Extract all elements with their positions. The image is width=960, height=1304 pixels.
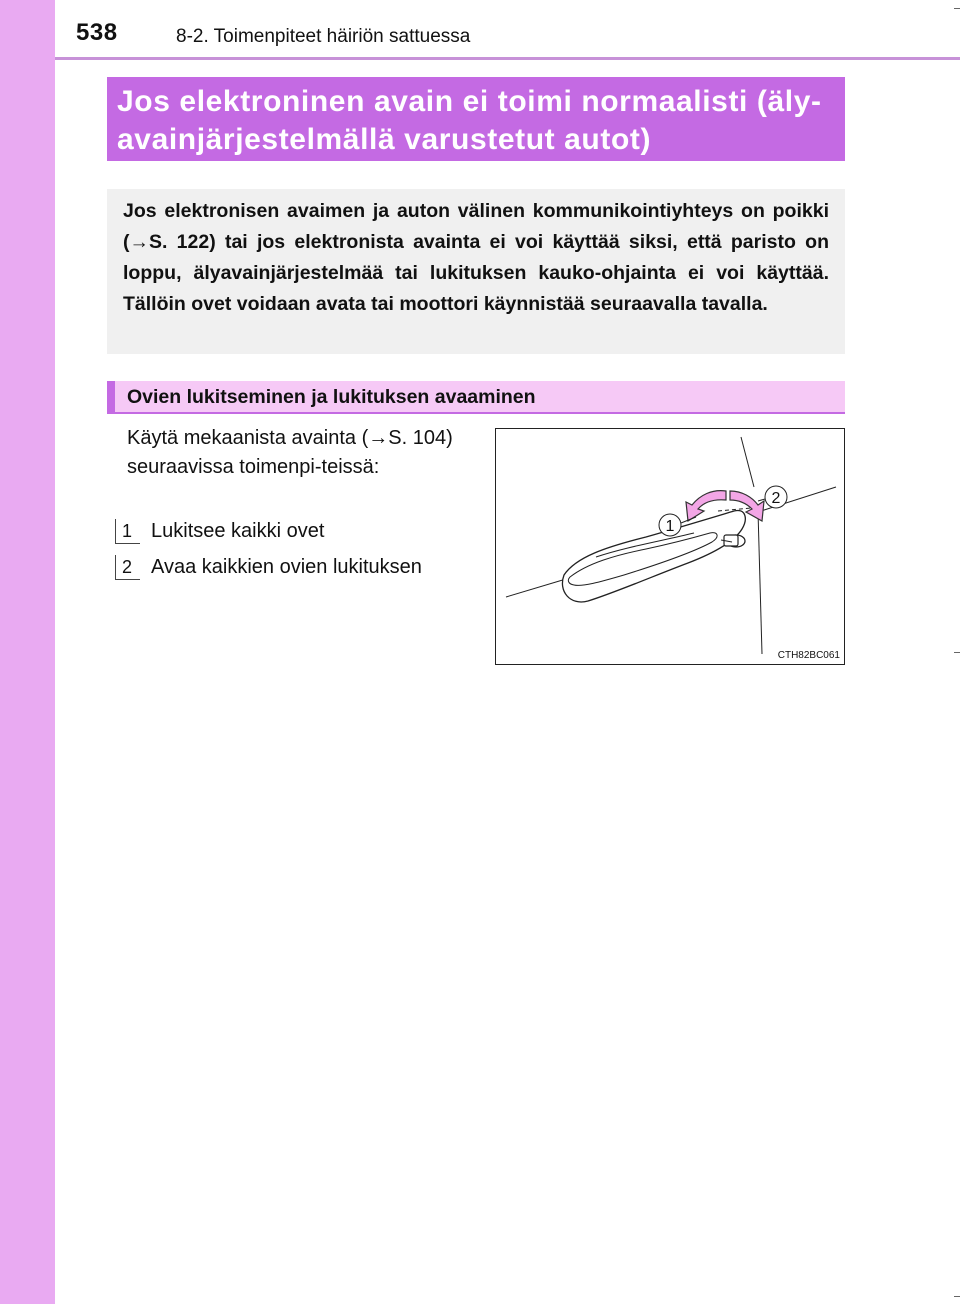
subsection-heading-text: Ovien lukitseminen ja lukituksen avaaminen xyxy=(127,386,536,408)
step-text: Avaa kaikkien ovien lukituksen xyxy=(151,556,422,578)
intro-text: Jos elektronisen avaimen ja auton välinen kommunikointiyhteys on poikki (→S. 122) tai jos elektronista avainta ei voi käyttää siksi, että paristo on loppu, älyavainjärjestelmää tai lukituksen kauko-ohjainta ei voi käyttää. Tällöin ovet voidaan avata tai moottori käynnistää seuraavalla tavalla. xyxy=(123,200,829,315)
door-handle-illustration xyxy=(495,428,845,665)
callout-label-2: 2 xyxy=(771,490,781,507)
pillar-line xyxy=(741,437,754,487)
crop-mark xyxy=(954,652,960,653)
step-number-badge: 1 xyxy=(112,520,142,542)
intro-box xyxy=(107,189,845,354)
pillar-line xyxy=(758,511,762,654)
step-text: Lukitsee kaikki ovet xyxy=(151,520,325,542)
chapter-title: 8-2. Toimenpiteet häiriön sattuessa xyxy=(176,26,471,47)
instruction-text: Käytä mekaanista avainta (→S. 104) seuraavissa toimenpi-teissä: xyxy=(127,427,453,478)
section-title-box xyxy=(107,77,845,161)
door-handle-drawing xyxy=(496,429,846,666)
list-item xyxy=(112,518,482,548)
door-line xyxy=(506,579,566,597)
list-item xyxy=(112,554,482,584)
side-tab-strip xyxy=(0,0,55,1304)
figure-code: CTH82BC061 xyxy=(777,650,840,661)
callout-label-1: 1 xyxy=(665,518,675,535)
header-rule xyxy=(55,57,960,60)
crop-mark xyxy=(954,1296,960,1297)
subsection-heading xyxy=(107,381,845,414)
step-number-badge: 2 xyxy=(112,556,142,578)
crop-mark xyxy=(954,8,960,9)
section-title: Jos elektroninen avain ei toimi normaalisti (äly-avainjärjestelmällä varustetut autot) xyxy=(117,85,822,156)
page-number: 538 xyxy=(76,19,118,46)
